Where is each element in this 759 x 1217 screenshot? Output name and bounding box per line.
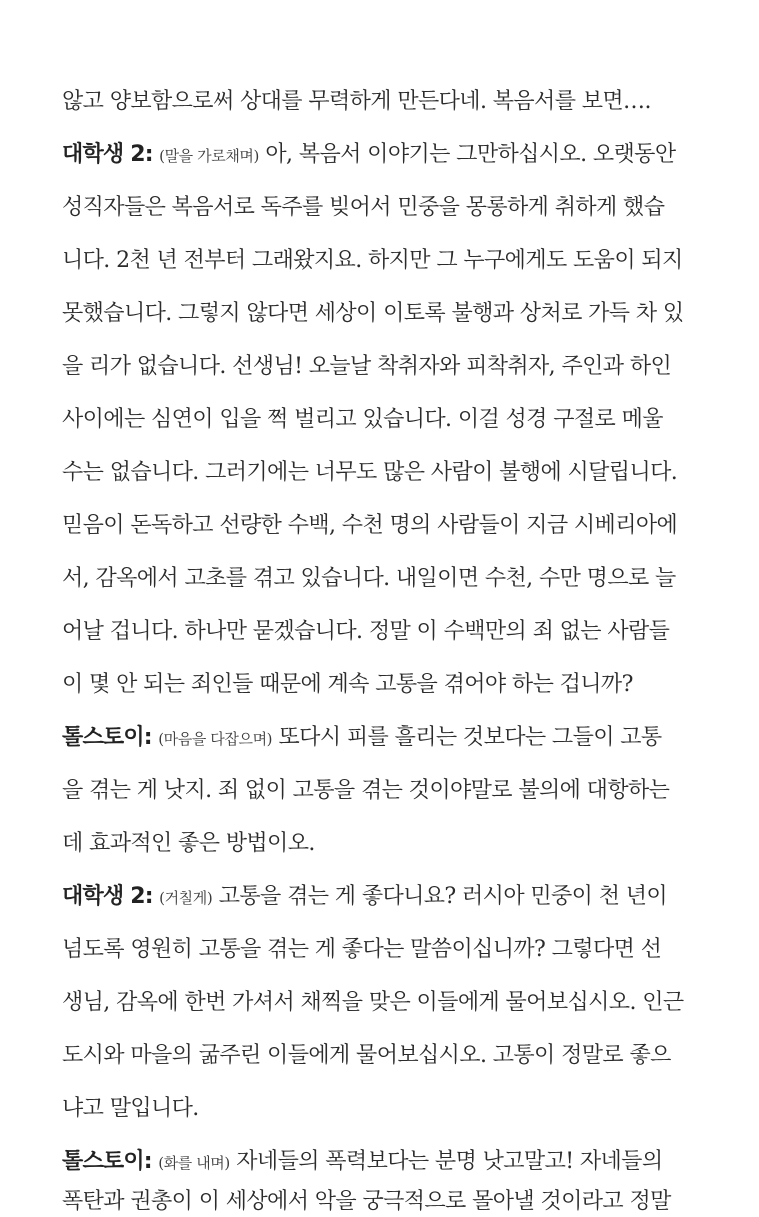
text-line: [62, 988, 712, 1018]
line-text: 고통을 겪는 게 좋다니요? 러시아 민중이 천 년이: [218, 884, 668, 909]
line-text: 폭탄과 권총이 이 세상에서 악을 궁극적으로 몰아낼 것이라고 정말: [62, 1189, 671, 1214]
dialogue-line: [62, 723, 712, 754]
text-line: [62, 617, 712, 647]
line-text: 성직자들은 복음서로 독주를 빚어서 민중을 몽롱하게 취하게 했습: [62, 195, 665, 220]
text-line: [62, 1041, 712, 1071]
stage-direction: (마음을 다잡으며): [158, 730, 273, 748]
line-text: 을 리가 없습니다. 선생님! 오늘날 착취자와 피착취자, 주인과 하인: [62, 354, 672, 379]
line-text: 사이에는 심연이 입을 쩍 벌리고 있습니다. 이걸 성경 구절로 메울: [62, 407, 663, 432]
text-line: [62, 1187, 712, 1217]
line-text: 못했습니다. 그렇지 않다면 세상이 이토록 불행과 상처로 가득 차 있: [62, 301, 684, 326]
line-text: 이 몇 안 되는 죄인들 때문에 계속 고통을 겪어야 하는 겁니까?: [62, 672, 633, 697]
line-text: 을 겪는 게 낫지. 죄 없이 고통을 겪는 것이야말로 불의에 대항하는: [62, 778, 670, 803]
text-line: [62, 1094, 712, 1124]
text-line: [62, 405, 712, 435]
line-text: 니다. 2천 년 전부터 그래왔지요. 하지만 그 누구에게도 도움이 되지: [62, 248, 683, 273]
stage-direction: (거칠게): [159, 889, 213, 907]
line-text: 도시와 마을의 굶주린 이들에게 물어보십시오. 고통이 정말로 좋으: [62, 1043, 671, 1068]
text-line: [62, 87, 712, 117]
dialogue-line: [62, 1147, 712, 1178]
line-text: 않고 양보함으로써 상대를 무력하게 만든다네. 복음서를 보면….: [62, 89, 651, 114]
line-text: 냐고 말입니다.: [62, 1096, 199, 1121]
speaker-name: 톨스토이:: [62, 725, 152, 750]
line-text: 넘도록 영원히 고통을 겪는 게 좋다는 말씀이십니까? 그렇다면 선: [62, 937, 662, 962]
text-line: [62, 776, 712, 806]
line-text: 수는 없습니다. 그러기에는 너무도 많은 사람이 불행에 시달립니다.: [62, 460, 678, 485]
text-line: [62, 935, 712, 965]
stage-direction: (말을 가로채며): [159, 147, 259, 165]
line-text: 또다시 피를 흘리는 것보다는 그들이 고통: [278, 725, 662, 750]
text-line: [62, 670, 712, 700]
text-line: [62, 458, 712, 488]
line-text: 데 효과적인 좋은 방법이오.: [62, 831, 315, 856]
speaker-name: 대학생 2:: [62, 142, 153, 167]
line-text: 서, 감옥에서 고초를 겪고 있습니다. 내일이면 수천, 수만 명으로 늘: [62, 566, 676, 591]
text-line: [62, 193, 712, 223]
stage-direction: (화를 내며): [158, 1154, 230, 1172]
text-line: [62, 299, 712, 329]
text-line: [62, 246, 712, 276]
dialogue-line: [62, 140, 712, 171]
text-line: [62, 352, 712, 382]
line-text: 어날 겁니다. 하나만 묻겠습니다. 정말 이 수백만의 죄 없는 사람들: [62, 619, 670, 644]
line-text: 믿음이 돈독하고 선량한 수백, 수천 명의 사람들이 지금 시베리아에: [62, 513, 678, 538]
text-line: [62, 829, 712, 859]
line-text: 아, 복음서 이야기는 그만하십시오. 오랫동안: [265, 142, 676, 167]
dialogue-line: [62, 882, 712, 913]
line-text: 자네들의 폭력보다는 분명 낫고말고! 자네들의: [236, 1149, 663, 1174]
line-text: 생님, 감옥에 한번 가셔서 채찍을 맞은 이들에게 물어보십시오. 인근: [62, 990, 684, 1015]
speaker-name: 톨스토이:: [62, 1149, 152, 1174]
text-line: [62, 564, 712, 594]
speaker-name: 대학생 2:: [62, 884, 153, 909]
text-line: [62, 511, 712, 541]
